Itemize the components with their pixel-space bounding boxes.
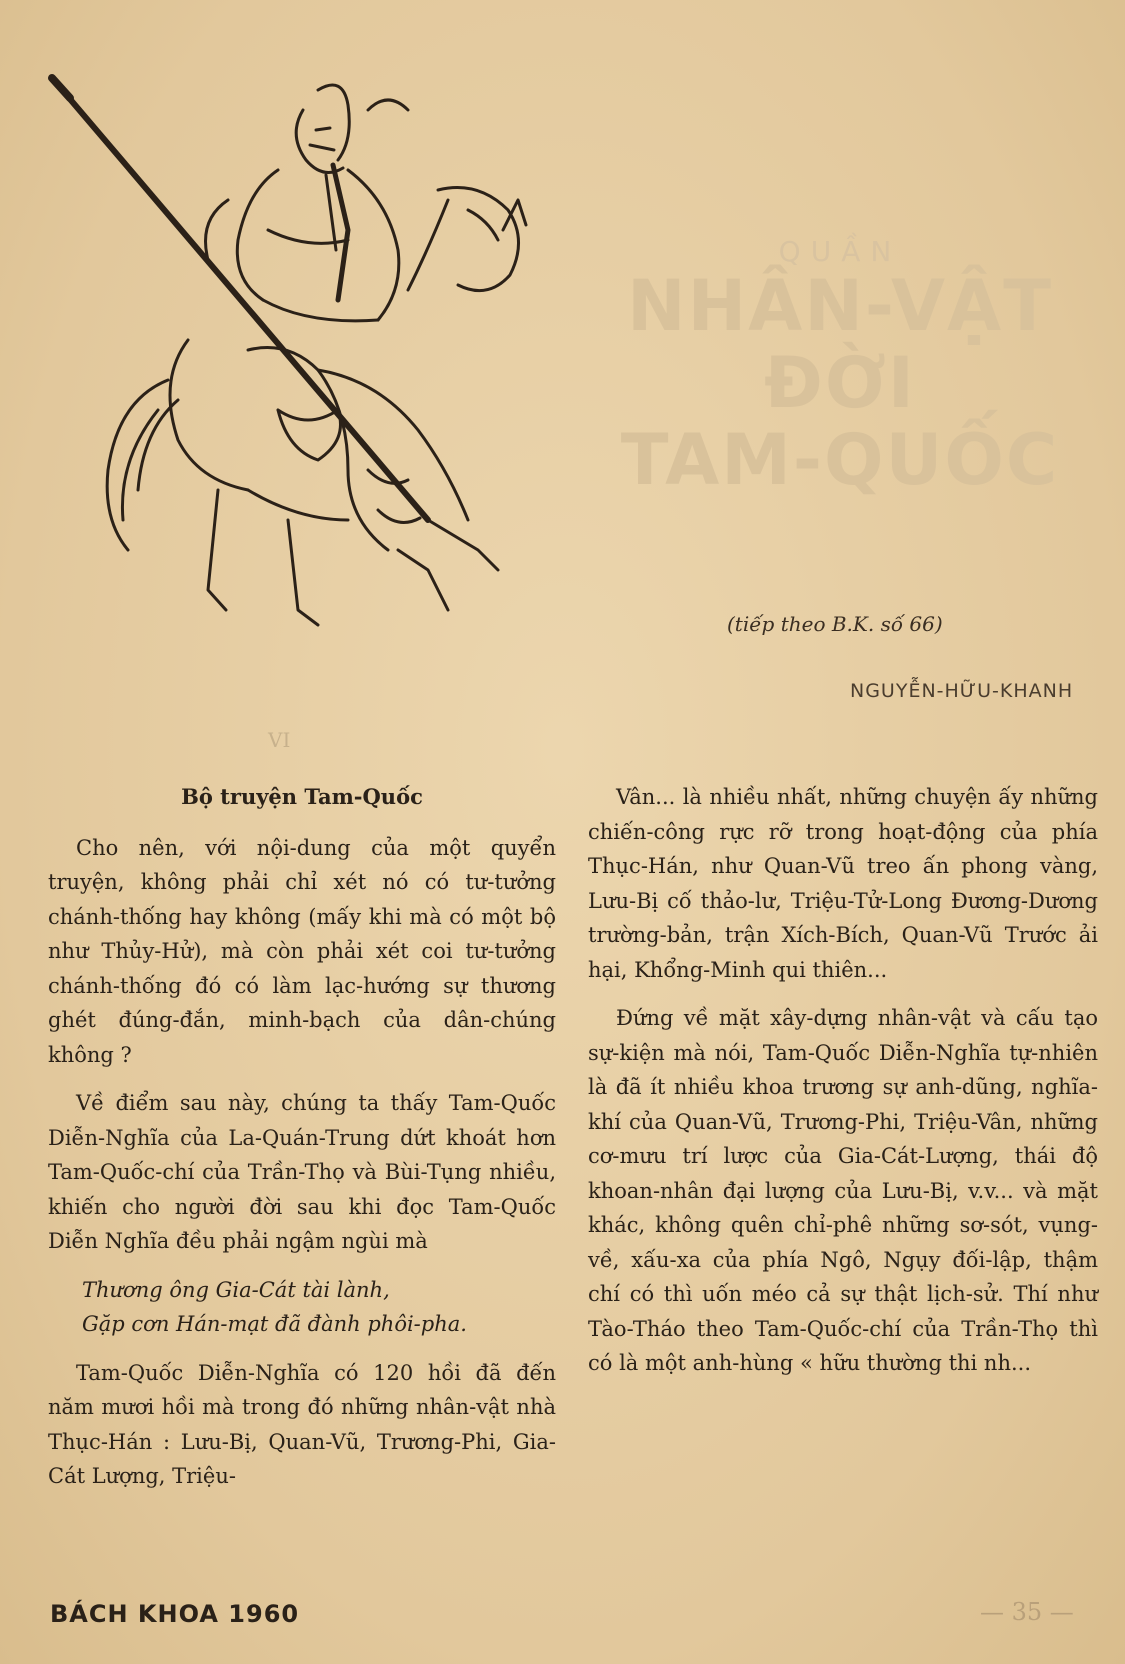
warrior-on-horse-drawing-icon [48, 50, 558, 710]
paragraph: Tam-Quốc Diễn-Nghĩa có 120 hồi đã đến năm mươi hồi mà trong đó những nhân-vật nhà Thục-Hán : Lưu-Bị, Quan-Vũ, Trương-Phi, Gia-Cát Lượng, Triệu- [48, 1360, 556, 1488]
magazine-name: BÁCH KHOA 1960 [50, 1600, 300, 1628]
title-line-1: NHÂN-VẬT [627, 265, 1053, 347]
paragraph: Cho nên, với nội-dung của một quyển truyện, không phải chỉ xét nó có tư-tưởng chánh-thống hay không (mấy khi mà có một bộ như Thủy-Hử), mà còn phải xét coi tư-tưởng chánh-thống đó có làm lạc-hướng sự thương ghét đúng-đắn, minh-bạch của dân-chúng không ? [48, 835, 556, 1067]
paragraph: Về điểm sau này, chúng ta thấy Tam-Quốc Diễn-Nghĩa của La-Quán-Trung dứt khoát hơn Tam-Quốc-chí của Trần-Thọ và Bùi-Tụng nhiều, khiến cho người đời sau khi đọc Tam-Quốc Diễn Nghĩa đều phải ngậm ngùi mà [48, 1091, 556, 1253]
paragraph: Vân... là nhiều nhất, những chuyện ấy những chiến-công rực rỡ trong hoạt-động của phía Thục-Hán, như Quan-Vũ treo ấn phong vàng, Lưu-Bị cố thảo-lư, Triệu-Tử-Long Đương-Dương trường-bản, trận Xích-Bích, Quan-Vũ Trước ải hại, Khổng-Minh qui thiên... [588, 785, 1098, 982]
page-number: — 35 — [980, 1598, 1074, 1626]
poem-quote [48, 1273, 556, 1342]
chapter-number: VI [268, 728, 291, 752]
left-column [48, 780, 556, 1508]
author-byline: NGUYỄN-HỮU-KHANH [850, 680, 1074, 702]
right-column [588, 780, 1098, 1395]
article-title [620, 235, 1060, 499]
paragraph: Đứng về mặt xây-dựng nhân-vật và cấu tạo sự-kiện mà nói, Tam-Quốc Diễn-Nghĩa tự-nhiên là đã ít nhiều khoa trương sự anh-dũng, nghĩa-khí của Quan-Vũ, Trương-Phi, Triệu-Vân, những cơ-mưu trí lược của Gia-Cát-Lượng, thái độ khoan-nhân đại lượng của Lưu-Bị, v.v... và mặt khác, không quên chỉ-phê những sơ-sót, vụng-về, xấu-xa của phía Ngô, Ngụy đối-lập, thậm chí có thì uốn méo cả sự thật lịch-sử. Thí như Tào-Tháo theo Tam-Quốc-chí của Trần-Thọ thì có là một anh-hùng « hữu thường thi nh... [588, 1006, 1098, 1375]
poem-line: Thương ông Gia-Cát tài lành, [82, 1277, 390, 1302]
title-line-2: ĐỜI [764, 342, 916, 424]
continuation-note: (tiếp theo B.K. số 66) [727, 612, 943, 636]
title-line-3: TAM-QUỐC [620, 419, 1060, 501]
section-heading: Bộ truyện Tam-Quốc [181, 784, 423, 809]
title-prefix: QUẦN [778, 235, 902, 268]
poem-line: Gặp cơn Hán-mạt đã đành phôi-pha. [82, 1312, 467, 1336]
